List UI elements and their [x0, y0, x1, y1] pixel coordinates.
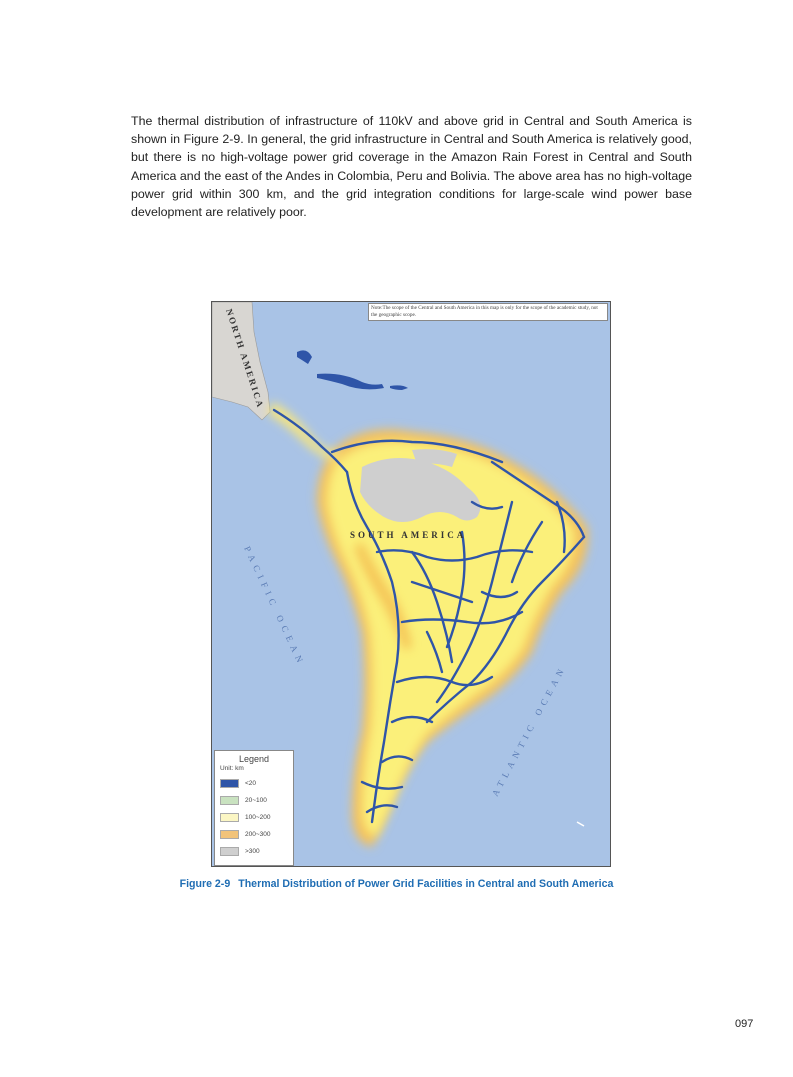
legend-unit: Unit: km: [220, 765, 244, 772]
legend-swatch: [220, 830, 239, 839]
figure-caption: [0, 878, 793, 890]
map-note: Note:The scope of the Central and South America in this map is only for the scope of the academic study, not the geographic scope.: [368, 303, 608, 321]
legend-swatch: [220, 779, 239, 788]
legend-swatch: [220, 813, 239, 822]
legend-label: 200~300: [245, 831, 271, 838]
legend-label: >300: [245, 848, 260, 855]
south-america-label: SOUTH AMERICA: [350, 530, 467, 540]
legend-item: [220, 792, 288, 809]
caribbean-islands: [317, 374, 384, 390]
figure-number: Figure 2-9: [179, 878, 231, 890]
grid-distribution-map: [211, 301, 611, 867]
legend-title: Legend: [238, 754, 270, 764]
legend-item: [220, 843, 288, 860]
legend-item: [220, 826, 288, 843]
legend-swatch: [220, 847, 239, 856]
body-paragraph: The thermal distribution of infrastructure of 110kV and above grid in Central and South America is shown in Figure 2-9. In general, the grid infrastructure in Central and South America is relatively good, but there is no high-voltage power grid coverage in the Amazon Rain Forest in Central and South America and the east of the Andes in Colombia, Peru and Bolivia. The above area has no high-voltage power grid within 300 km, and the grid integration conditions for large-scale wind power base development are relatively poor.: [131, 114, 692, 220]
pacific-ocean-label: PACIFIC OCEAN: [242, 544, 308, 669]
legend-swatch: [220, 796, 239, 805]
legend-label: 100~200: [245, 814, 271, 821]
legend-item: [220, 775, 288, 792]
map-legend: [214, 750, 294, 866]
figure-title: Thermal Distribution of Power Grid Facilities in Central and South America: [238, 878, 614, 890]
legend-label: 20~100: [245, 797, 267, 804]
atlantic-ocean-label: ATLANTIC OCEAN: [489, 663, 568, 798]
north-america-label: NORTH AMERICA: [224, 307, 266, 410]
legend-label: <20: [245, 780, 257, 787]
page-number: 097: [735, 1018, 754, 1030]
legend-item: [220, 809, 288, 826]
